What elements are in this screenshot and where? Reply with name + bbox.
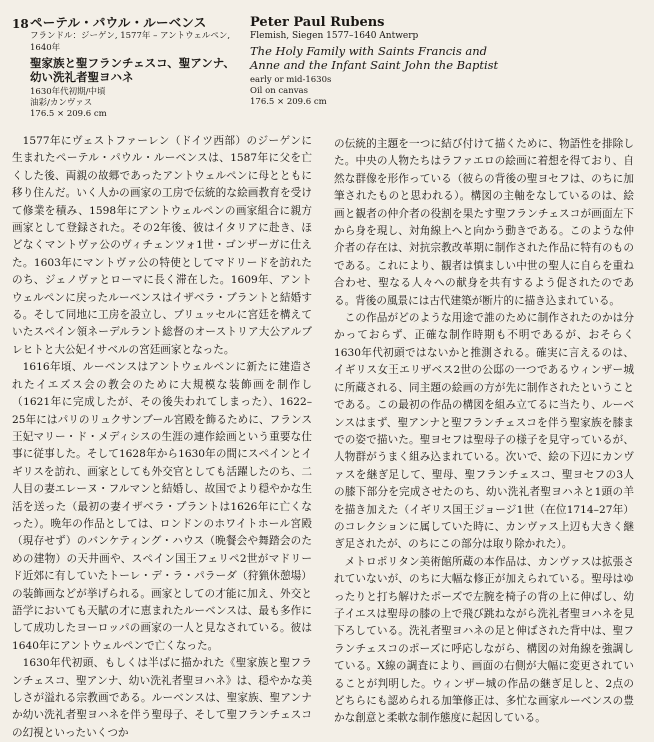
body-paragraph: メトロポリタン美術館所蔵の本作品は、カンヴァスは拡張されていないが、のちに大幅な修正が加えられている。聖母はゆったりと打ち解けたポーズで左腕を椅子の背の上に伸ばし、幼子イエスは聖母の膝の上で飛び跳ねながら洗礼者聖ヨハネを見下ろしている。洗礼者聖ヨハネの足と伸ばされた背中は、聖フランチェスコのポーズに呼応しながら、構図の対角線を強調している。X線の調査により、画面の右側が大幅に変更されていることが判明した。ウィンザー城の作品の継ぎ足しと、2点のどちらにも認められる加筆修正は、多忙な画家ルーベンスの豊かな創意と柔軟な制作態度に起因している。 — [334, 555, 634, 725]
caption-english — [250, 15, 520, 108]
artwork-medium-en: Oil on canvas — [250, 86, 308, 96]
page-number: 18 — [12, 17, 29, 31]
body-paragraph: 1577年にヴェストファーレン（ドイツ西部）のジーゲンに生まれたペーテル・パウル・ルーベンスは、1587年に父を亡くした後、両親の故郷であったアントウェルペンに母とともに移り住んだ。いく人かの画家の工房で伝統的な絵画教育を受けて修業を積み、1598年にアントウェルペンの画家組合に親方画家として登録された。その2年後、彼はイタリアに赴き、ほどなくマントヴァ公のヴィチェンツォ1世・ゴンザーガに仕えた。1603年にマントヴァ公の特使としてマドリードを訪れたのち、ジェノヴァとローマに長く滞在した。1609年、アントウェルペンに戻ったルーベンスはイザベラ・ブラントと結婚する。そして同地に工房を設立し、ブリュッセルに宮廷を構えていたスペイン領ネーデルラント総督のオーストリア大公アルブレヒトと大公妃イサベルの宮廷画家となった。 — [12, 135, 312, 356]
body-column-left — [12, 133, 312, 742]
artist-origin-en: Flemish, Siegen 1577–1640 Antwerp — [250, 31, 419, 41]
artwork-title-en: The Holy Family with Saints Francis and Anne and the Infant Saint John the Baptist — [250, 44, 499, 72]
caption-japanese — [30, 15, 240, 120]
artwork-size-ja: 176.5 × 209.6 cm — [30, 109, 107, 119]
artwork-size-en: 176.5 × 209.6 cm — [250, 97, 327, 107]
artwork-medium-ja: 油彩/カンヴァス — [30, 98, 93, 108]
artist-name-en: Peter Paul Rubens — [250, 15, 385, 30]
artwork-title-ja: 聖家族と聖フランチェスコ、聖アンナ、幼い洗礼者聖ヨハネ — [30, 56, 235, 84]
body-paragraph: この作品がどのような用途で誰のために制作されたのかは分かっておらず、正確な制作時期も不明であるが、おそらく1630年代初頭ではないかと推測される。確実に言えるのは、イギリス女王エリザベス2世の公邸の一つであるウィンザー城に所蔵される、同主題の絵画の方が先に制作されたということである。この最初の作品の構図を組み立てるに当たり、ルーベンスはまず、聖アンナと聖フランチェスコを伴う聖家族を膝までの姿で描いた。聖ヨセフは聖母子の様子を見守っているが、人物群がうまく組み込まれている。次いで、絵の下辺にカンヴァスを継ぎ足して、聖母、聖フランチェスコ、聖ヨセフの3人の膝下部分を完成させたのち、幼い洗礼者聖ヨハネと1頭の羊を描き加えた（イギリス国王ジョージ1世（在位1714–27年）のコレクションに属していた時に、カンヴァス上辺も大きく継ぎ足されたが、のちにこの部分は取り除かれた）。 — [334, 312, 634, 551]
body-paragraph: の伝統的主題を一つに結び付けて描くために、物語性を排除した。中央の人物たちはラファエロの絵画に着想を得ており、自然な群像を形作っている（彼らの背後の聖ヨセフは、のちに加筆されたものと思われる）。構図の主軸をなしているのは、絵画と観者の仲介者の役割を果たす聖フランチェスコが画面左下から身を現し、対角線上へと向かう動きである。このような仲介者の存在は、対抗宗教改革期に制作された作品に特有のものである。これにより、観者は慎ましい中世の聖人に自らを重ね合わせ、聖なる人々への献身を共有するよう促されたのである。背後の風景には古代建築が断片的に描き込まれている。 — [334, 138, 634, 307]
artwork-date-ja: 1630年代初期/中頃 — [30, 87, 106, 97]
artwork-date-en: early or mid-1630s — [250, 75, 332, 85]
body-paragraph: 1616年頃、ルーベンスはアントウェルペンに新たに建造されたイエズス会の教会のために大規模な装飾画を制作し（1621年に完成したが、その後失われてしまった）、1622–25年にはパリのリュクサンブール宮殿を飾るために、フランス王妃マリー・ド・メディシスの生涯の連作絵画という重要な仕事に従事した。そして1628年から1630年の間にスペインとイギリスを訪れ、画家としても外交官としても活躍したのち、二人目の妻エレーヌ・フルマンと結婚し、故国でより穏やかな生活を送った（最初の妻イザベラ・ブラントは1626年に亡くなった）。晩年の作品としては、ロンドンのホワイトホール宮殿（現存せず）のバンケティング・ハウス（晩餐会や舞踏会のための建物）の天井画や、スペイン国王フェリペ2世がマドリード近郊に有していたトーレ・デ・ラ・パラーダ（狩猟休憩場）の装飾画などが挙げられる。画家としての才能に加え、外交と語学においても天賦の才に恵まれたルーベンスは、最も多作にして成功したヨーロッパの画家の一人と見なされている。彼は1640年にアントウェルペンで亡くなった。 — [12, 361, 312, 652]
artist-origin-ja: フランドル：ジーゲン, 1577年 – アントウェルペン, 1640年 — [30, 31, 231, 53]
artist-name-ja: ペーテル・パウル・ルーベンス — [30, 15, 207, 30]
body-paragraph: 1630年代初頭、もしくは半ばに描かれた《聖家族と聖フランチェスコ、聖アンナ、幼い洗礼者聖ヨハネ》は、穏やかな美しさが溢れる宗教画である。ルーベンスは、聖家族、聖アンナか幼い洗礼者聖ヨハネを伴う聖母子、そして聖フランチェスコの幻視といったいくつか — [12, 657, 312, 739]
body-column-right — [334, 136, 634, 728]
